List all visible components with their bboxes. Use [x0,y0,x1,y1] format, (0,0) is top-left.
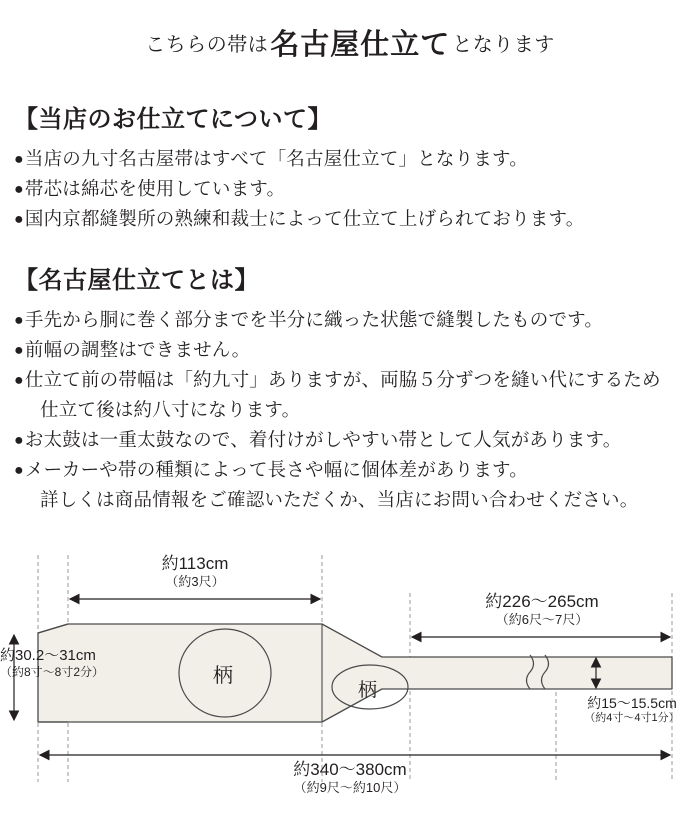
list-item-text: 国内京都縫製所の熟練和裁士によって仕立て上げられております。 [24,207,585,229]
list-item [14,204,686,234]
measure-label-top-right [432,591,652,629]
section-nagoya-definition [0,260,700,515]
title-prefix: こちらの帯は [145,34,269,56]
list-item [14,335,686,365]
pattern-label-large: 柄 [213,664,233,687]
list-item [14,174,686,204]
measure-sub: （約8寸〜8寸2分） [0,665,105,680]
obi-dimension-diagram [0,537,700,797]
list-item-text: 手先から胴に巻く部分までを半分に織った状態で縫製したものです。 [24,308,604,330]
measure-value: 約226〜265cm [485,591,599,611]
list-item-text: 仕立て後は約八寸になります。 [40,398,301,420]
measure-value: 約113cm [161,553,229,573]
measure-value: 約340〜380cm [293,759,407,779]
pattern-label-small: 柄 [358,679,378,701]
list-item-text: メーカーや帯の種類によって長さや幅に個体差があります。 [24,458,528,480]
bullet-dot-icon: ● [14,461,24,479]
measure-value: 約30.2〜31cm [0,646,96,664]
measure-value: 約15〜15.5cm [587,694,677,711]
measure-label-right [568,695,696,726]
measure-label-bottom [240,759,460,797]
list-item-text: 仕立て前の帯幅は「約九寸」ありますが、両脇５分ずつを縫い代にするため [24,368,661,390]
bullet-dot-icon: ● [14,311,24,329]
title-emphasis: 名古屋仕立て [270,29,451,61]
list-item [14,425,686,455]
bullet-dot-icon: ● [14,151,24,168]
list-item [14,305,686,335]
bullet-dot-icon: ● [14,371,24,389]
list-item [14,144,686,174]
section-title-2: 【名古屋仕立てとは】 [14,266,259,294]
bullet-dot-icon: ● [14,210,24,228]
measure-sub: （約9尺〜約10尺） [293,779,407,795]
measure-label-left [0,647,125,681]
list-item [14,365,686,395]
section-shop-tailoring [0,99,700,234]
list-item-text: 当店の九寸名古屋帯はすべて「名古屋仕立て」となります。 [24,148,528,169]
bullet-dot-icon: ● [14,431,24,449]
list-item-continuation [14,485,686,515]
measure-sub: （約4寸〜4寸1分） [584,712,680,725]
measure-label-top-left [135,553,255,591]
title-suffix: となります [452,34,555,56]
measure-sub: （約6尺〜7尺） [495,611,589,627]
bullet-dot-icon: ● [14,180,24,198]
bullet-dot-icon: ● [14,341,24,359]
list-item-continuation [14,395,686,425]
list-item-text: 帯芯は綿芯を使用しています。 [24,177,286,199]
list-item-text: お太鼓は一重太鼓なので、着付けがしやすい帯として人気があります。 [24,428,622,450]
page-title [0,0,700,73]
bullet-list-1 [14,144,686,234]
measure-sub: （約3尺） [165,573,225,589]
section-title-1: 【当店のお仕立てについて】 [14,106,333,133]
list-item-text: 詳しくは商品情報をご確認いただくか、当店にお問い合わせください。 [40,488,639,510]
list-item-text: 前幅の調整はできません。 [24,338,251,360]
bullet-list-2 [14,305,686,515]
list-item [14,455,686,485]
